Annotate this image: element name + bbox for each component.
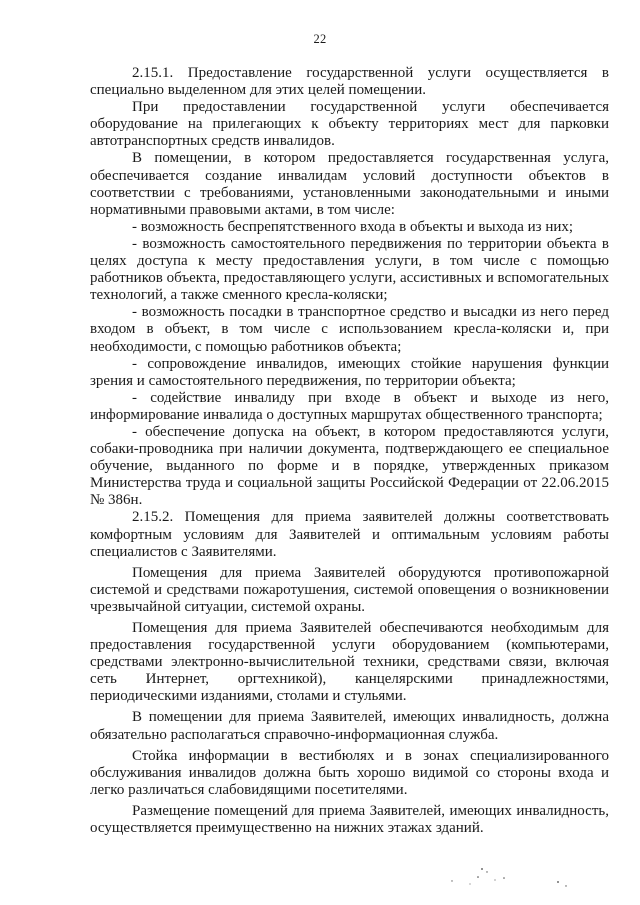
paragraph-2-15-1: 2.15.1. Предоставление государственной услуги осуществляется в специально выделенном для этих целей помещении. [90, 65, 609, 99]
paragraph-fire-safety: Помещения для приема Заявителей оборудуются противопожарной системой и средствами пожаротушения, системой оповещения о возникновении чрезвычайной ситуации, системой охраны. [90, 564, 609, 615]
list-item-escort: - сопровождение инвалидов, имеющих стойкие нарушения функции зрения и самостоятельного передвижения, по территории объекта; [90, 355, 609, 389]
list-item-entry-exit: - возможность беспрепятственного входа в объекты и выхода из них; [132, 218, 574, 235]
paragraph-info-desk: Стойка информации в вестибюлях и в зонах специализированного обслуживания инвалидов должна быть хорошо видимой со стороны входа и легко различаться слабовидящими посетителями. [90, 747, 609, 798]
paragraph-floor-placement: Размещение помещений для приема Заявителей, имеющих инвалидность, осуществляется преимущественно на нижних этажах зданий. [90, 802, 609, 837]
list-item-transport: - возможность посадки в транспортное средство и высадки из него перед входом в объект, в том числе с использованием кресла-коляски и, при необходимости, с помощью работников объекта; [90, 304, 609, 355]
list-item-movement: - возможность самостоятельного передвижения по территории объекта в целях доступа к месту предоставления услуги, в том числе с помощью работников объекта, предоставляющего услуги, ассистивных и вспомогательных технологий, а также сменного кресла-коляски; [90, 235, 609, 304]
paragraph-2-15-2: 2.15.2. Помещения для приема заявителей должны соответствовать комфортным условиям для Заявителей и оптимальным условиям работы специалистов с Заявителями. [90, 509, 609, 560]
paragraph-equipment: Помещения для приема Заявителей обеспечиваются необходимым для предоставления государственной услуги оборудованием (компьютерами, средствами электронно-вычислительной техники, средствами связи, включая сеть Интернет, оргтехникой), канцелярскими принадлежностями, периодическими изданиями, столами и стульями. [90, 620, 609, 705]
paragraph-info-service: В помещении для приема Заявителей, имеющих инвалидность, должна обязательно располагаться справочно-информационная служба. [90, 709, 609, 743]
page-number: 22 [313, 32, 327, 46]
paragraph-parking: При предоставлении государственной услуги обеспечивается оборудование на прилегающих к объекту территориях мест для парковки автотранспортных средств инвалидов. [90, 99, 609, 150]
paragraph-accessibility-intro: В помещении, в котором предоставляется государственная услуга, обеспечивается создание инвалидам условий доступности объектов в соответствии с требованиями, установленными законодательными и иными нормативными правовыми актами, в том числе: [90, 150, 609, 218]
document-body [90, 65, 609, 837]
list-item-guide-dog: - обеспечение допуска на объект, в котором предоставляются услуги, собаки-проводника при наличии документа, подтверждающего ее специальное обучение, выданного по форме и в порядке, утвержденных приказом Министерства труда и социальной защиты Российской Федерации от 22.06.2015 № 386н. [90, 423, 609, 509]
scan-specks [440, 865, 580, 895]
list-item-assistance: - содействие инвалиду при входе в объект и выходе из него, информирование инвалида о доступных маршрутах общественного транспорта; [90, 389, 609, 423]
